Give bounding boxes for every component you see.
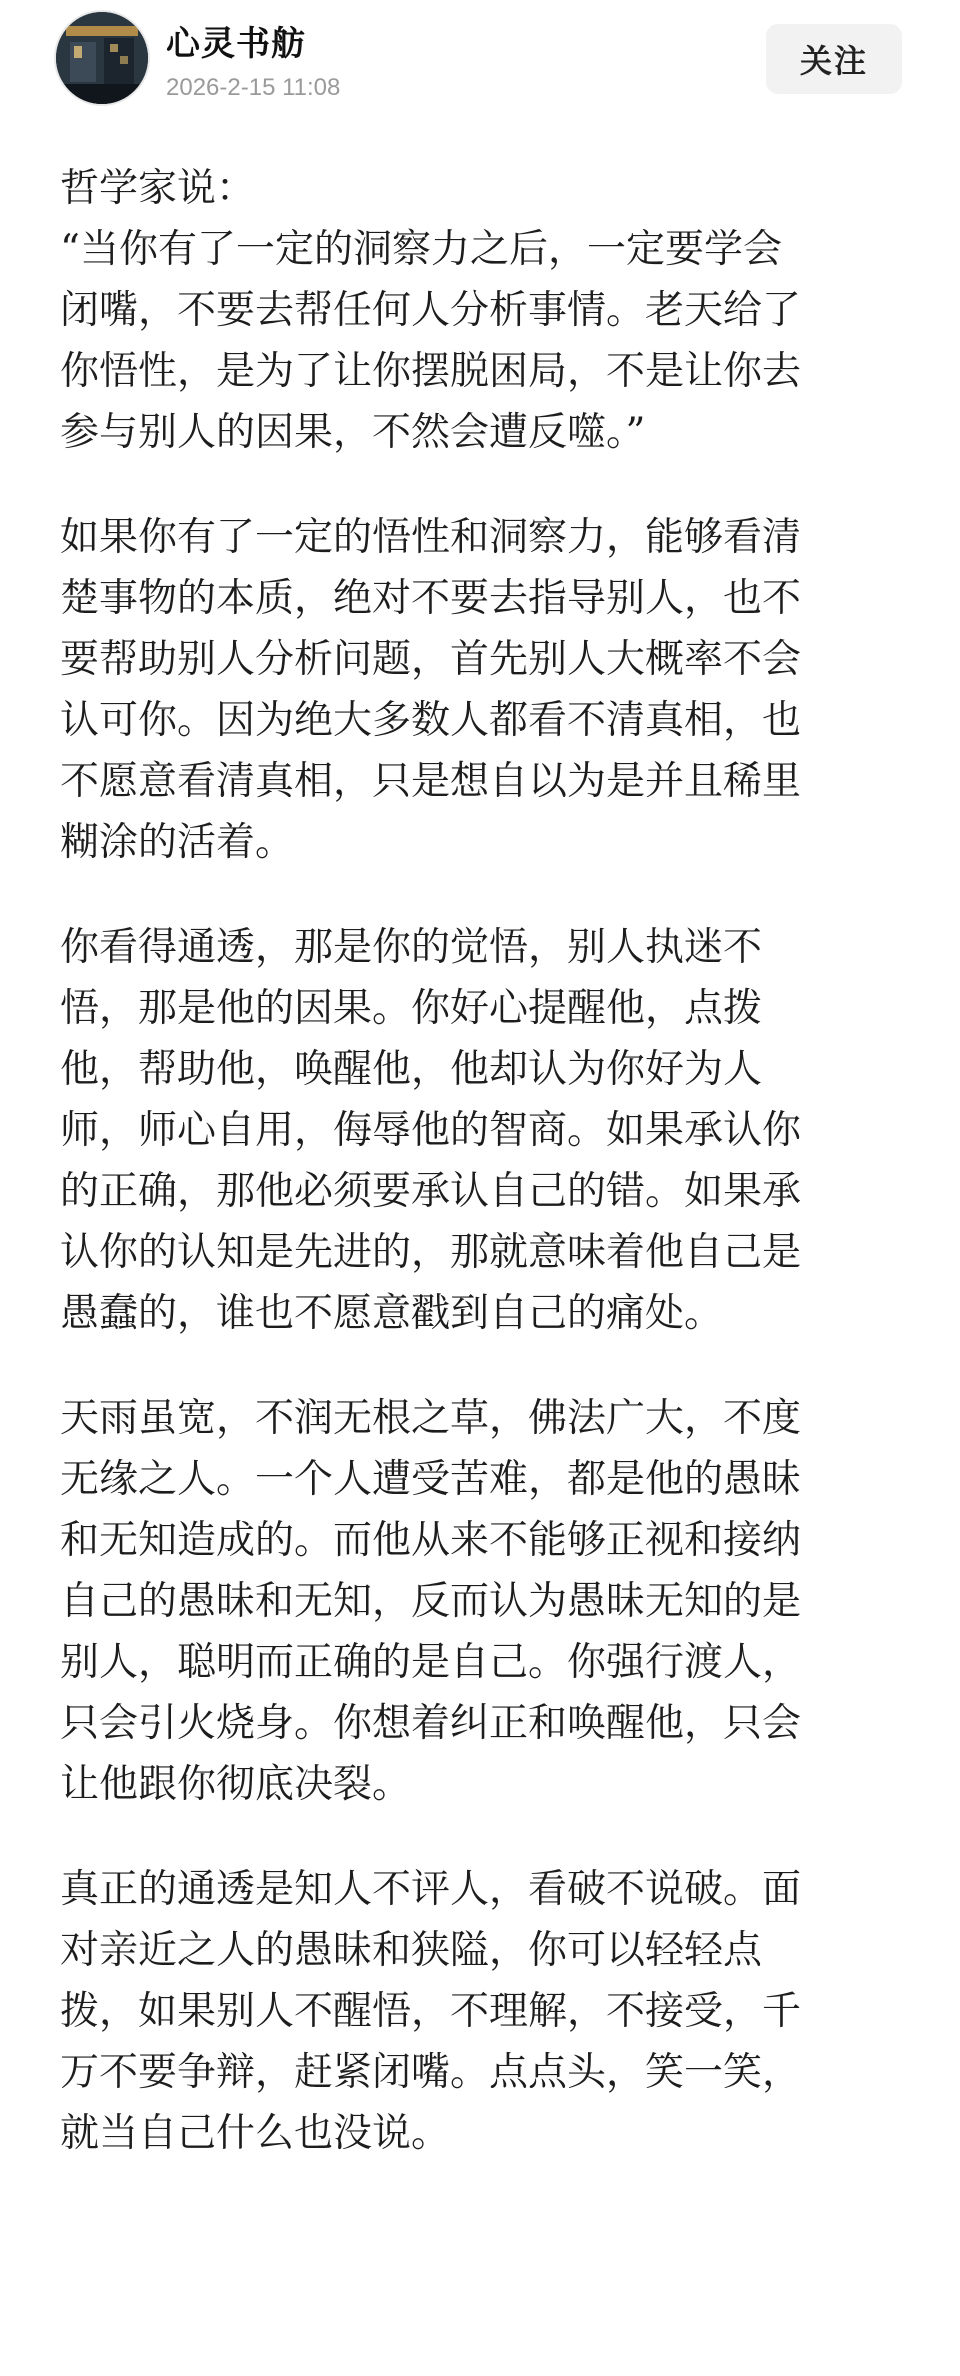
article-paragraph: 哲学家说：	[60, 166, 256, 211]
author-avatar[interactable]	[56, 12, 148, 104]
article-paragraph: 天雨虽宽，不润无根之草，佛法广大，不度 无缘之人。一个人遭受苦难，都是他的愚昧 和无知造成的。而他从来不能够正视和接纳 自己的愚昧和无知，反而认为愚昧无知的是 别人，聪明而正确的是自己。你强行渡人， 只会引火烧身。你想着纠正和唤醒他，只会 让他跟你彻底决裂。	[60, 1396, 802, 1807]
avatar-image	[56, 12, 148, 104]
article-paragraph: 如果你有了一定的悟性和洞察力，能够看清 楚事物的本质，绝对不要去指导别人，也不 要帮助别人分析问题，首先别人大概率不会 认可你。因为绝大多数人都看不清真相，也 不愿意看清真相，只是想自以为是并且稀里 糊涂的活着。	[60, 515, 802, 865]
article-body	[60, 158, 900, 2208]
post-timestamp: 2026-2-15 11:08	[166, 74, 341, 101]
article-paragraph: 真正的通透是知人不评人，看破不说破。面 对亲近之人的愚昧和狭隘，你可以轻轻点 拨，如果别人不醒悟，不理解，不接受，千 万不要争辩，赶紧闭嘴。点点头，笑一笑， 就当自己什么也没说。	[60, 1867, 802, 2156]
follow-button[interactable]: 关注	[766, 24, 902, 94]
article-paragraph: 你看得通透，那是你的觉悟，别人执迷不 悟，那是他的因果。你好心提醒他，点拨 他，帮助他，唤醒他，他却认为你好为人 师，师心自用，侮辱他的智商。如果承认你 的正确，那他必须要承认自己的错。如果承 认你的认知是先进的，那就意味着他自己是 愚蠢的，谁也不愿意戳到自己的痛处。	[60, 925, 802, 1336]
post-header	[0, 0, 960, 120]
article-paragraph: “当你有了一定的洞察力之后，一定要学会 闭嘴，不要去帮任何人分析事情。老天给了 你悟性，是为了让你摆脱困局，不是让你去 参与别人的因果，不然会遭反噬。”	[60, 227, 802, 455]
author-name[interactable]: 心灵书舫	[166, 24, 306, 64]
